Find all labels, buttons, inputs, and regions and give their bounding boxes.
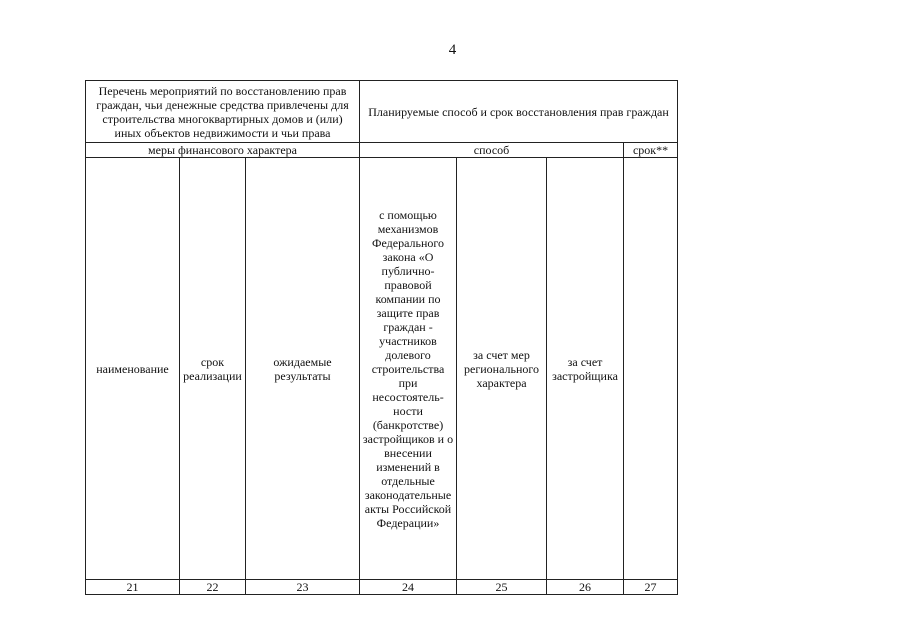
subheader-financial: меры финансового характера	[86, 143, 360, 158]
col-regional-measures: за счет мер регионального характера	[457, 158, 547, 580]
col-name: наименование	[86, 158, 180, 580]
numbers-row	[86, 580, 678, 595]
col-number: 26	[547, 580, 624, 595]
subheader-row	[86, 143, 678, 158]
col-implementation-term: срок реализации	[180, 158, 246, 580]
col-number: 25	[457, 580, 547, 595]
subheader-term: срок**	[624, 143, 678, 158]
col-term	[624, 158, 678, 580]
col-number: 27	[624, 580, 678, 595]
subheader-method: способ	[360, 143, 624, 158]
columns-row	[86, 158, 678, 580]
col-number: 21	[86, 580, 180, 595]
col-number: 24	[360, 580, 457, 595]
page-number: 4	[448, 42, 457, 58]
col-number: 23	[246, 580, 360, 595]
header-row	[86, 81, 678, 143]
header-right-cell: Планируемые способ и срок восстановления прав граждан	[360, 81, 678, 143]
measures-table	[85, 80, 678, 595]
col-federal-law-mechanisms: с помощью механизмов Федерального закона «О публично-правовой компании по защите прав граждан - участников долевого строительства при несостоятель-ности (банкротстве) застройщиков и о внесении изменений в отдельные законодательные акты Российской Федерации»	[360, 158, 457, 580]
col-number: 22	[180, 580, 246, 595]
col-developer-funds: за счет застройщика	[547, 158, 624, 580]
header-left-cell: Перечень мероприятий по восстановлению прав граждан, чьи денежные средства привлечены для строительства многоквартирных домов и (или) иных объектов недвижимости и чьи права	[86, 81, 360, 143]
col-expected-results: ожидаемые результаты	[246, 158, 360, 580]
